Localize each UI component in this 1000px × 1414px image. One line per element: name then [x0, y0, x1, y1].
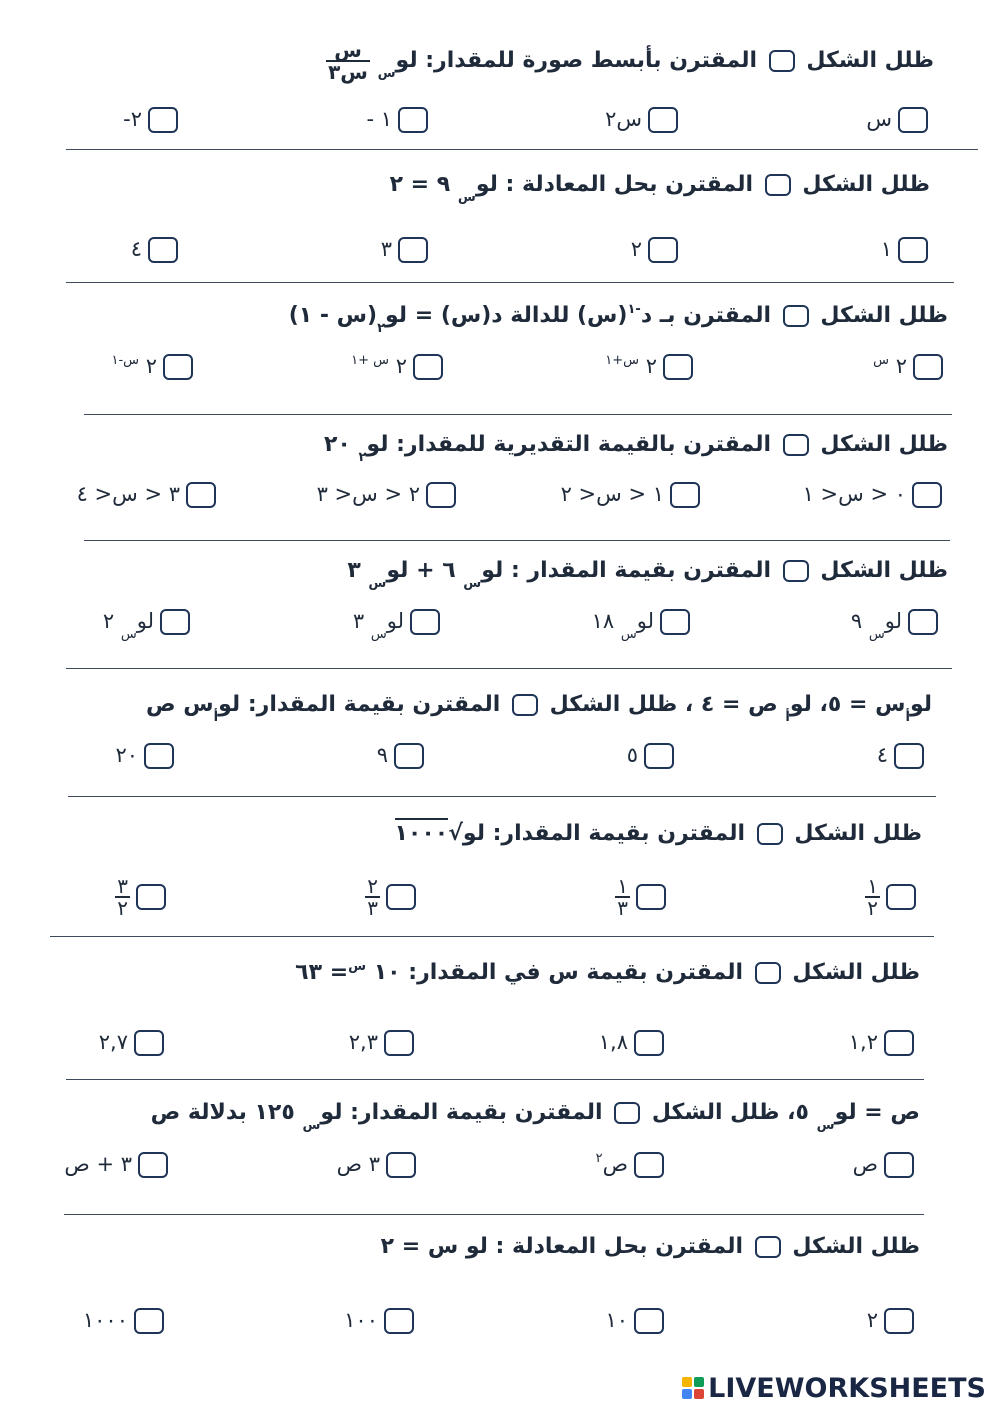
shape-icon [755, 962, 781, 984]
answer-checkbox[interactable] [138, 1152, 168, 1178]
answer-checkbox[interactable] [634, 1308, 664, 1334]
q9-option-3[interactable]: ٣ ص [337, 1152, 416, 1178]
answer-checkbox[interactable] [908, 609, 938, 635]
logo-mark-icon [682, 1377, 704, 1399]
q9-option-2[interactable]: ص$^٢$ [596, 1152, 664, 1178]
q5-option-4[interactable]: لو$_س$ ٢ [103, 609, 190, 635]
q2-text: ظلل الشكل المقترن بحل المعادلة : لو$_س$ ٩ = ٢ [389, 172, 930, 205]
answer-checkbox[interactable] [648, 237, 678, 263]
answer-checkbox[interactable] [648, 107, 678, 133]
q3-option-2[interactable]: ٢ $^{س+١}$ [605, 354, 693, 380]
answer-checkbox[interactable] [884, 1030, 914, 1056]
q9-option-1[interactable]: ص [853, 1152, 914, 1178]
shape-icon [512, 694, 538, 716]
answer-checkbox[interactable] [912, 482, 942, 508]
q3-option-3[interactable]: ٢ $^{س +١}$ [351, 354, 443, 380]
q8-option-3[interactable]: ٢,٣ [349, 1030, 414, 1056]
q1-option-2[interactable]: س٢ [605, 107, 678, 133]
divider [84, 414, 952, 415]
answer-checkbox[interactable] [660, 609, 690, 635]
answer-checkbox[interactable] [898, 237, 928, 263]
divider [68, 796, 936, 797]
answer-checkbox[interactable] [410, 609, 440, 635]
answer-checkbox[interactable] [384, 1308, 414, 1334]
q4-option-3[interactable]: ٢ < س< ٣ [317, 482, 456, 508]
q8-option-4[interactable]: ٢,٧ [99, 1030, 164, 1056]
shape-icon [783, 560, 809, 582]
answer-checkbox[interactable] [886, 884, 916, 910]
answer-checkbox[interactable] [394, 743, 424, 769]
q7-option-3[interactable]: $\frac{٢}{٣}$ [365, 876, 416, 918]
answer-checkbox[interactable] [398, 107, 428, 133]
answer-checkbox[interactable] [884, 1152, 914, 1178]
answer-checkbox[interactable] [186, 482, 216, 508]
divider [50, 936, 934, 937]
q6-option-3[interactable]: ٩ [377, 743, 424, 769]
q1-option-1[interactable]: س [866, 107, 928, 133]
q5-option-1[interactable]: لو$_س$ ٩ [851, 609, 938, 635]
q1-option-3[interactable]: ١ - [366, 107, 428, 133]
shape-icon [614, 1102, 640, 1124]
q3-option-4[interactable]: ٢ $^{س-١}$ [111, 354, 193, 380]
shape-icon [783, 434, 809, 456]
q5-option-2[interactable]: لو$_س$ ١٨ [592, 609, 690, 635]
q7-option-1[interactable]: $\frac{١}{٢}$ [865, 876, 916, 918]
q4-text: ظلل الشكل المقترن بالقيمة التقديرية للمقدار: لو$_٢$ ٢٠ [323, 432, 948, 465]
answer-checkbox[interactable] [163, 354, 193, 380]
q5-text: ظلل الشكل المقترن بقيمة المقدار : لو$_س$ ٦ + لو$_س$ ٣ [347, 558, 948, 591]
answer-checkbox[interactable] [384, 1030, 414, 1056]
q8-option-2[interactable]: ١,٨ [599, 1030, 664, 1056]
answer-checkbox[interactable] [634, 1152, 664, 1178]
q4-option-4[interactable]: ٣ < س< ٤ [77, 482, 216, 508]
answer-checkbox[interactable] [894, 743, 924, 769]
answer-checkbox[interactable] [413, 354, 443, 380]
divider [66, 668, 952, 669]
q7-option-4[interactable]: $\frac{٣}{٢}$ [115, 876, 166, 918]
divider [64, 1214, 924, 1215]
answer-checkbox[interactable] [136, 884, 166, 910]
shape-icon [755, 1236, 781, 1258]
answer-checkbox[interactable] [386, 884, 416, 910]
q8-option-1[interactable]: ١,٢ [849, 1030, 914, 1056]
q2-option-2[interactable]: ٢ [631, 237, 678, 263]
q2-option-3[interactable]: ٣ [381, 237, 428, 263]
q6-option-1[interactable]: ٤ [877, 743, 924, 769]
q8-text: ظلل الشكل المقترن بقيمة س في المقدار: ١٠ $^س$= ٦٣ [295, 959, 920, 985]
brand-name: LIVEWORKSHEETS [708, 1372, 986, 1404]
answer-checkbox[interactable] [898, 107, 928, 133]
answer-checkbox[interactable] [663, 354, 693, 380]
answer-checkbox[interactable] [148, 237, 178, 263]
divider [84, 540, 950, 541]
answer-checkbox[interactable] [670, 482, 700, 508]
shape-icon [765, 174, 791, 196]
q2-option-4[interactable]: ٤ [131, 237, 178, 263]
answer-checkbox[interactable] [134, 1030, 164, 1056]
q3-text: ظلل الشكل المقترن بـ د$^{-١}$(س) للدالة د(س) = لو$_٢$(س - ١) [288, 302, 948, 336]
q4-option-2[interactable]: ١ < س< ٢ [561, 482, 700, 508]
q1-option-4[interactable]: ٢- [123, 107, 178, 133]
divider [66, 1079, 924, 1080]
answer-checkbox[interactable] [884, 1308, 914, 1334]
q2-option-1[interactable]: ١ [881, 237, 928, 263]
q5-option-3[interactable]: لو$_س$ ٣ [353, 609, 440, 635]
q10-option-3[interactable]: ١٠٠ [344, 1308, 414, 1334]
divider [66, 282, 954, 283]
shape-icon [783, 305, 809, 327]
shape-icon [769, 50, 795, 72]
shape-icon [757, 823, 783, 845]
q1-text: ظلل الشكل المقترن بأبسط صورة للمقدار: لو$_س$ $\frac{\text{س}}{\text{س٣}}$ [328, 38, 934, 84]
q10-text: ظلل الشكل المقترن بحل المعادلة : لو س = ٢ [380, 1234, 920, 1259]
answer-checkbox[interactable] [913, 354, 943, 380]
q9-text: ص = لو$_س$ ٥، ظلل الشكل المقترن بقيمة المقدار: لو$_س$ ١٢٥ بدلالة ص [150, 1100, 920, 1133]
q10-option-4[interactable]: ١٠٠٠ [83, 1308, 164, 1334]
q9-option-4[interactable]: ٣ + ص [64, 1152, 168, 1178]
q3-option-1[interactable]: ٢ $^س$ [873, 354, 943, 380]
answer-checkbox[interactable] [426, 482, 456, 508]
q7-option-2[interactable]: $\frac{١}{٣}$ [615, 876, 666, 918]
answer-checkbox[interactable] [160, 609, 190, 635]
liveworksheets-logo [682, 1372, 986, 1404]
q7-text: ظلل الشكل المقترن بقيمة المقدار: لو√١٠٠٠ [395, 821, 923, 846]
q10-option-2[interactable]: ١٠ [605, 1308, 664, 1334]
answer-checkbox[interactable] [148, 107, 178, 133]
q10-option-1[interactable]: ٢ [867, 1308, 914, 1334]
q6-option-4[interactable]: ٢٠ [115, 743, 174, 769]
answer-checkbox[interactable] [636, 884, 666, 910]
divider [66, 149, 978, 150]
answer-checkbox[interactable] [134, 1308, 164, 1334]
answer-checkbox[interactable] [386, 1152, 416, 1178]
q6-text: لو$_أ$س = ٥، لو$_أ$ ص = ٤ ، ظلل الشكل المقترن بقيمة المقدار: لو$_أ$س ص [146, 692, 932, 725]
answer-checkbox[interactable] [644, 743, 674, 769]
q4-option-1[interactable]: ٠ < س< ١ [803, 482, 942, 508]
radical-icon: √ [448, 821, 463, 846]
answer-checkbox[interactable] [398, 237, 428, 263]
answer-checkbox[interactable] [144, 743, 174, 769]
q1-fraction: $\frac{\text{س}}{\text{س٣}}$ [328, 38, 368, 84]
q6-option-2[interactable]: ٥ [627, 743, 674, 769]
answer-checkbox[interactable] [634, 1030, 664, 1056]
